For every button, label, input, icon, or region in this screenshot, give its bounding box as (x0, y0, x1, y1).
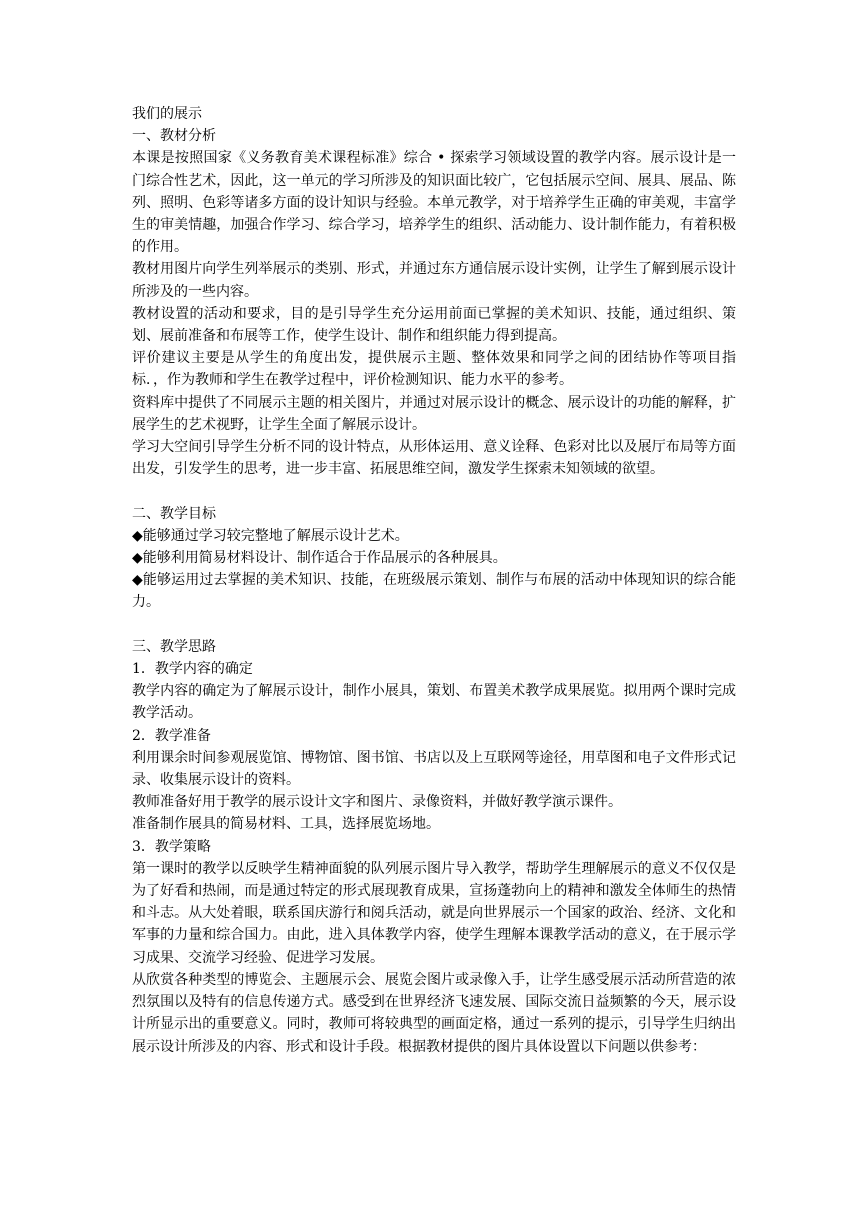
section-1-paragraph: 教材设置的活动和要求，目的是引导学生充分运用前面已掌握的美术知识、技能，通过组织、策划、展前准备和布展等工作，使学生设计、制作和组织能力得到提高。 (132, 305, 736, 345)
goal-list-item: ◆能够运用过去掌握的美术知识、技能，在班级展示策划、制作与布展的活动中体现知识的综合能力。 (132, 572, 736, 611)
subsection-paragraph: 利用课余时间参观展览馆、博物馆、图书馆、书店以及上互联网等途径，用草图和电子文件形式记录、收集展示设计的资料。 (132, 749, 736, 789)
subsection-paragraph: 从欣赏各种类型的博览会、主题展示会、展览会图片或录像入手，让学生感受展示活动所营造的浓烈氛围以及特有的信息传递方式。感受到在世界经济飞速发展、国际交流日益频繁的今天，展示设计所显示出的重要意义。同时，教师可将较典型的画面定格，通过一系列的提示，引导学生归纳出展示设计所涉及的内容、形式和设计手段。根据教材提供的图片具体设置以下问题以供参考： (132, 971, 736, 1055)
section-1-paragraph: 本课是按照国家《义务教育美术课程标准》综合 • 探索学习领域设置的教学内容。展示设计是一门综合性艺术，因此，这一单元的学习所涉及的知识面比较广，它包括展示空间、展具、展品、陈列、照明、色彩等诸多方面的设计知识与经验。本单元教学，对于培养学生正确的审美观，丰富学生的审美情趣，加强合作学习、综合学习，培养学生的组织、活动能力、设计制作能力，有着积极的作用。 (132, 150, 736, 256)
section-3-heading: 三、教学思路 (132, 638, 216, 655)
subsection-paragraph: 教师准备好用于教学的展示设计文字和图片、录像资料，并做好教学演示课件。 (132, 794, 622, 811)
section-1-paragraph: 资料库中提供了不同展示主题的相关图片，并通过对展示设计的概念、展示设计的功能的解释，扩展学生的艺术视野，让学生全面了解展示设计。 (132, 394, 736, 433)
section-spacer (132, 614, 736, 636)
goal-list-item: ◆能够通过学习较完整地了解展示设计艺术。 (132, 527, 409, 544)
subsection-heading: 2．教学准备 (132, 727, 211, 744)
subsection-heading: 3．教学策略 (132, 838, 211, 855)
section-1-paragraph: 学习大空间引导学生分析不同的设计特点，从形体运用、意义诠释、色彩对比以及展厅布局等方面出发，引发学生的思考，进一步丰富、拓展思维空间，激发学生探索未知领域的欲望。 (132, 439, 736, 478)
document-title: 我们的展示 (132, 106, 202, 122)
section-1-paragraph: 评价建议主要是从学生的角度出发，提供展示主题、整体效果和同学之间的团结协作等项目指标．，作为教师和学生在教学过程中，评价检测知识、能力水平的参考。 (132, 350, 736, 389)
section-spacer (132, 480, 736, 502)
subsection-heading: 1．教学内容的确定 (132, 661, 253, 678)
section-1-paragraph: 教材用图片向学生列举展示的类别、形式，并通过东方通信展示设计实例，让学生了解到展示设计所涉及的一些内容。 (132, 261, 736, 300)
goal-list-item: ◆能够利用简易材料设计、制作适合于作品展示的各种展具。 (132, 550, 507, 567)
section-1-heading: 一、教材分析 (132, 128, 216, 145)
section-2-heading: 二、教学目标 (132, 505, 216, 522)
subsection-paragraph: 教学内容的确定为了解展示设计，制作小展具，策划、布置美术教学成果展览。拟用两个课时完成教学活动。 (132, 683, 736, 722)
subsection-paragraph: 第一课时的教学以反映学生精神面貌的队列展示图片导入教学，帮助学生理解展示的意义不仅仅是为了好看和热闹，而是通过特定的形式展现教育成果，宣扬蓬勃向上的精神和激发全体师生的热情和斗志。从大处着眼，联系国庆游行和阅兵活动，就是向世界展示一个国家的政治、经济、文化和军事的力量和综合国力。由此，进入具体教学内容，使学生理解本课教学活动的意义，在于展示学习成果、交流学习经验、促进学习发展。 (132, 860, 736, 966)
subsection-paragraph: 准备制作展具的简易材料、工具，选择展览场地。 (132, 816, 440, 833)
document-page (132, 103, 736, 1058)
